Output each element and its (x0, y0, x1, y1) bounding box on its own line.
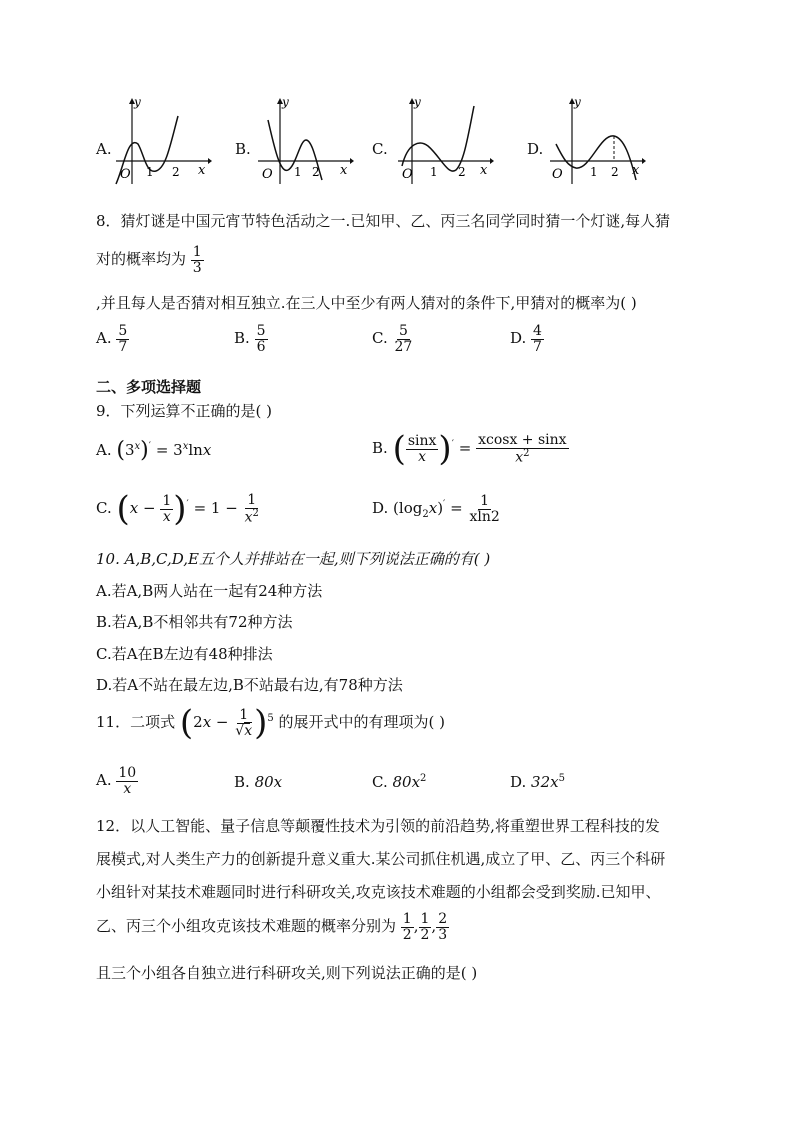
q11-stem: 11．二项式 (2x − $\frac{1}{√x}$ )$^5$ 的展开式中的有理项为( ) (96, 703, 445, 743)
q11-a-num: 10 (118, 765, 137, 781)
q8-option-a[interactable] (96, 324, 129, 354)
q11-stem-prefix: 11．二项式 (96, 713, 176, 731)
q7-b-tick1: 1 (294, 165, 302, 179)
q11-b-letter: B. (234, 773, 250, 791)
q7-a-x-label: x (198, 163, 206, 178)
q7-graph-b[interactable] (254, 96, 354, 186)
q7-b-x-label: x (340, 163, 348, 178)
q7-c-x-label: x (480, 163, 488, 178)
q7-c-y-label: y (414, 96, 421, 109)
q9-c-letter: C. (96, 499, 112, 517)
q12-p1-num: 1 (402, 911, 412, 927)
q11-power: 5 (267, 713, 274, 724)
q7-b-origin: O (262, 167, 273, 182)
q8-option-b-letter: B. (234, 329, 250, 348)
q10-option-a[interactable]: A.若A,B两人站在一起有24种方法 (96, 582, 323, 600)
q8-c-num: 5 (398, 323, 408, 339)
q8-a-num: 5 (118, 323, 128, 339)
q12-line5: 且三个小组各自独立进行科研攻关,则下列说法正确的是( ) (96, 964, 478, 982)
q8-option-a-letter: A. (96, 329, 112, 348)
q12-p3-num: 2 (438, 911, 448, 927)
q8-prob-den: 3 (192, 259, 202, 276)
section-title-multiple-choice: 二、多项选择题 (96, 378, 202, 396)
q9-b-rhs-den: x (515, 449, 524, 466)
q7-graph-c[interactable] (394, 96, 494, 186)
q7-option-a-letter: A. (96, 140, 112, 158)
q8-a-den: 7 (118, 338, 128, 355)
q8-option-d-letter: D. (510, 329, 527, 348)
q9-d-rhs-num: 1 (480, 493, 490, 509)
q9-option-a[interactable]: A. $(3^x)' = 3^x\ln x$ (96, 438, 212, 463)
q8-prob-num: 1 (192, 244, 202, 260)
q8-option-c[interactable] (372, 324, 414, 354)
q11-c-text: 80x (392, 773, 421, 791)
q11-option-a[interactable] (96, 766, 138, 796)
q7-c-origin: O (402, 167, 413, 182)
q9-c-frac-den: x (244, 509, 253, 526)
q7-d-tick1: 1 (590, 165, 598, 179)
q7-b-tick2: 2 (312, 165, 320, 179)
q7-d-origin: O (552, 167, 563, 182)
q8-line1: 8．猜灯谜是中国元宵节特色活动之一.已知甲、乙、丙三名同学同时猜一个灯谜,每人猜 (96, 212, 671, 230)
q9-d-rhs-den: xln2 (469, 508, 500, 525)
q12-line4-wrap: 乙、丙三个小组攻克该技术难题的概率分别为 $\frac{1}{2}$ , $\frac{1}{2}$ , $\frac{2}{3}$ (96, 911, 448, 943)
q9-a-rhs-sup: x (182, 441, 189, 452)
q11-a-den: x (123, 780, 132, 797)
q12-p3-den: 3 (438, 926, 448, 943)
q9-option-d[interactable]: D. $(\log_2x)'$ = $\frac{1}{xln2}$ (372, 493, 500, 525)
q7-a-tick1: 1 (146, 165, 154, 179)
q7-c-tick2: 2 (458, 165, 466, 179)
q9-c-rhs: = 1 − (193, 499, 238, 517)
q7-graph-a[interactable] (112, 96, 212, 186)
q12-p2-den: 2 (420, 926, 430, 943)
q12-line2: 展模式,对人类生产力的创新提升意义重大.某公司抓住机遇,成立了甲、乙、丙三个科研 (96, 850, 666, 868)
q7-a-origin: O (120, 167, 131, 182)
q8-line2: 对的概率均为 (96, 250, 187, 269)
q7-option-b-letter: B. (235, 140, 251, 158)
q8-d-den: 7 (533, 338, 542, 355)
q9-b-num: sinx (407, 432, 437, 449)
q9-a-rhs: = 3 (155, 441, 183, 459)
q9-b-den: x (418, 448, 427, 465)
q7-a-tick2: 2 (172, 165, 180, 179)
q8-b-den: 6 (256, 338, 266, 355)
q8-c-den: 27 (394, 338, 413, 355)
q12-line4: 乙、丙三个小组攻克该技术难题的概率分别为 (96, 917, 397, 936)
q11-option-d[interactable]: D. $32x^5$ (510, 773, 565, 791)
q11-option-c[interactable]: C. $80x^2$ (372, 773, 427, 791)
q8-d-num: 4 (533, 323, 542, 339)
q7-d-tick2: 2 (611, 165, 619, 179)
q8-option-c-letter: C. (372, 329, 388, 348)
q12-p2-num: 1 (420, 911, 430, 927)
q10-option-c[interactable]: C.若A在B左边有48种排法 (96, 645, 273, 663)
q12-p1-den: 2 (402, 926, 412, 943)
q7-option-d-letter: D. (527, 140, 544, 158)
q7-b-y-label: y (282, 96, 289, 109)
q11-option-b[interactable] (234, 773, 282, 791)
q8-option-d[interactable] (510, 324, 544, 354)
q9-b-rhs-num: xcosx + sinx (478, 431, 567, 448)
q9-c-frac-num: 1 (247, 491, 257, 508)
q10-option-d[interactable]: D.若A不站在最左边,B不站最右边,有78种方法 (96, 676, 403, 694)
q12-line3: 小组针对某技术难题同时进行科研攻关,攻克该技术难题的小组都会受到奖励.已知甲、 (96, 883, 661, 901)
q11-d-text: 32x (531, 773, 559, 791)
q9-stem: 9．下列运算不正确的是( ) (96, 402, 273, 420)
q8-prob-fraction (191, 245, 204, 275)
q10-option-b[interactable]: B.若A,B不相邻共有72种方法 (96, 613, 293, 631)
q11-b-text: 80x (254, 773, 283, 791)
q7-c-tick1: 1 (430, 165, 438, 179)
q11-stem-suffix: 的展开式中的有理项为( ) (278, 713, 445, 731)
q11-c-letter: C. (372, 773, 388, 791)
q9-d-letter: D. (372, 499, 389, 518)
q9-b-letter: B. (372, 439, 388, 457)
q7-d-y-label: y (574, 96, 581, 109)
q9-a-letter: A. (96, 441, 112, 459)
q8-line2-wrap (96, 245, 204, 275)
q8-line3: ,并且每人是否猜对相互独立.在三人中至少有两人猜对的条件下,甲猜对的概率为( ) (96, 294, 637, 312)
q9-a-rhs-tail: ln (188, 441, 203, 459)
q9-option-c[interactable]: C. (x − $\frac{1}{x}$ )′ = 1 − $\frac{1}{x^2}$ (96, 489, 259, 529)
q12-line1: 12．以人工智能、量子信息等颠覆性技术为引领的前沿趋势,将重塑世界工程科技的发 (96, 817, 660, 835)
q11-a-letter: A. (96, 771, 112, 790)
q9-option-b[interactable]: B. ( $\frac{\sin x}{x}$ )′ = $\frac{xcosx + \sin x}{x^2}$ (372, 429, 567, 469)
q7-graph-d[interactable] (546, 96, 646, 186)
q8-option-b[interactable] (234, 324, 268, 354)
q7-option-c-letter: C. (372, 140, 388, 158)
q10-stem: 10. A,B,C,D,E五个人并排站在一起,则下列说法正确的有( ) (96, 550, 491, 568)
q11-d-letter: D. (510, 773, 527, 791)
q8-b-num: 5 (256, 323, 266, 339)
q7-a-y-label: y (134, 96, 141, 109)
q7-d-x-label: x (632, 163, 640, 178)
